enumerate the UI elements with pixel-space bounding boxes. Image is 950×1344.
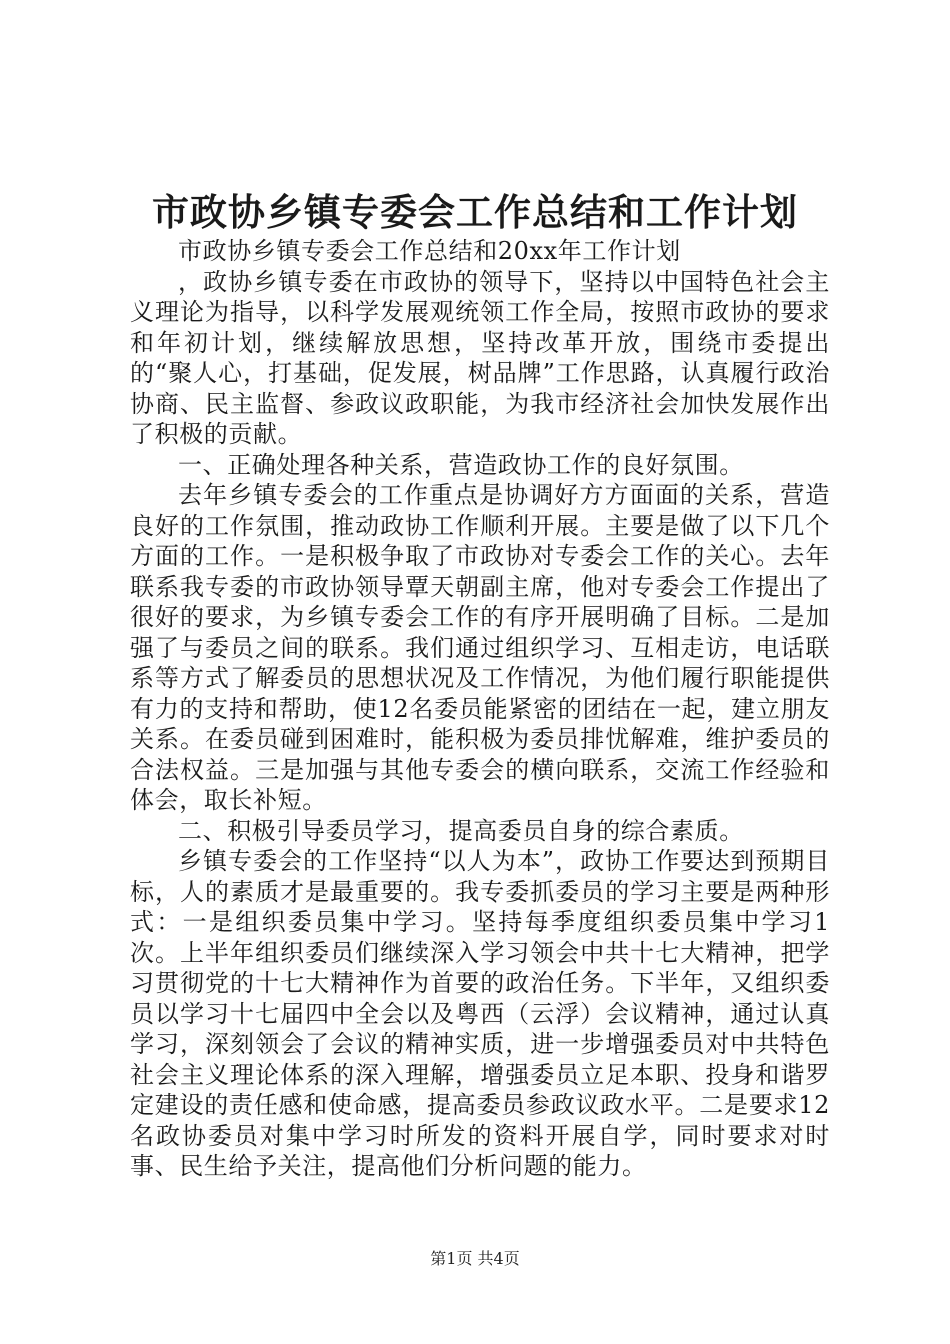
page-number-footer: 第1页 共4页 bbox=[430, 1249, 520, 1268]
paragraph: 市政协乡镇专委会工作总结和20xx年工作计划 bbox=[178, 237, 681, 265]
section-heading: 二、积极引导委员学习，提高委员自身的综合素质。 bbox=[178, 816, 744, 845]
paragraph: 乡镇专委会的工作坚持“以人为本”，政协工作要达到预期目标，人的素质才是最重要的。我专委抓委员的学习主要是两种形式：一是组织委员集中学习。坚持每季度组织委员集中学习1次。上半年组织委员们继续深入学习领会中共十七大精神，把学习贯彻党的十七大精神作为首要的政治任务。下半年，又组织委员以学习十七届四中全会以及粤西（云浮）会议精神，通过认真学习，深刻领会了会议的精神实质，进一步增强委员对中共特色社会主义理论体系的深入理解，增强委员立足本职、投身和谐罗定建设的责任感和使命感，提高委员参政议政水平。二是要求12名政协委员对集中学习时所发的资料开展自学，同时要求对时事、民生给予关注，提高他们分析问题的能力。 bbox=[130, 847, 830, 1180]
paragraph: ，政协乡镇专委在市政协的领导下，坚持以中国特色社会主义理论为指导，以科学发展观统领工作全局，按照市政协的要求和年初计划，继续解放思想，坚持改革开放，围绕市委提出的“聚人心，打基础，促发展，树品牌”工作思路，认真履行政治协商、民主监督、参政议政职能，为我市经济社会加快发展作出了积极的贡献。 bbox=[130, 267, 830, 448]
document-title: 市政协乡镇专委会工作总结和工作计划 bbox=[152, 190, 798, 234]
document-body bbox=[130, 236, 830, 1182]
section-heading: 一、正确处理各种关系，营造政协工作的良好氛围。 bbox=[178, 450, 744, 479]
paragraph: 去年乡镇专委会的工作重点是协调好方方面面的关系，营造良好的工作氛围，推动政协工作顺利开展。主要是做了以下几个方面的工作。一是积极争取了市政协对专委会工作的关心。去年联系我专委的市政协领导覃天朝副主席，他对专委会工作提出了很好的要求，为乡镇专委会工作的有序开展明确了目标。二是加强了与委员之间的联系。我们通过组织学习、互相走访，电话联系等方式了解委员的思想状况及工作情况，为他们履行职能提供有力的支持和帮助，使12名委员能紧密的团结在一起，建立朋友关系。在委员碰到困难时，能积极为委员排忧解难，维护委员的合法权益。三是加强与其他专委会的横向联系，交流工作经验和体会，取长补短。 bbox=[130, 481, 830, 814]
